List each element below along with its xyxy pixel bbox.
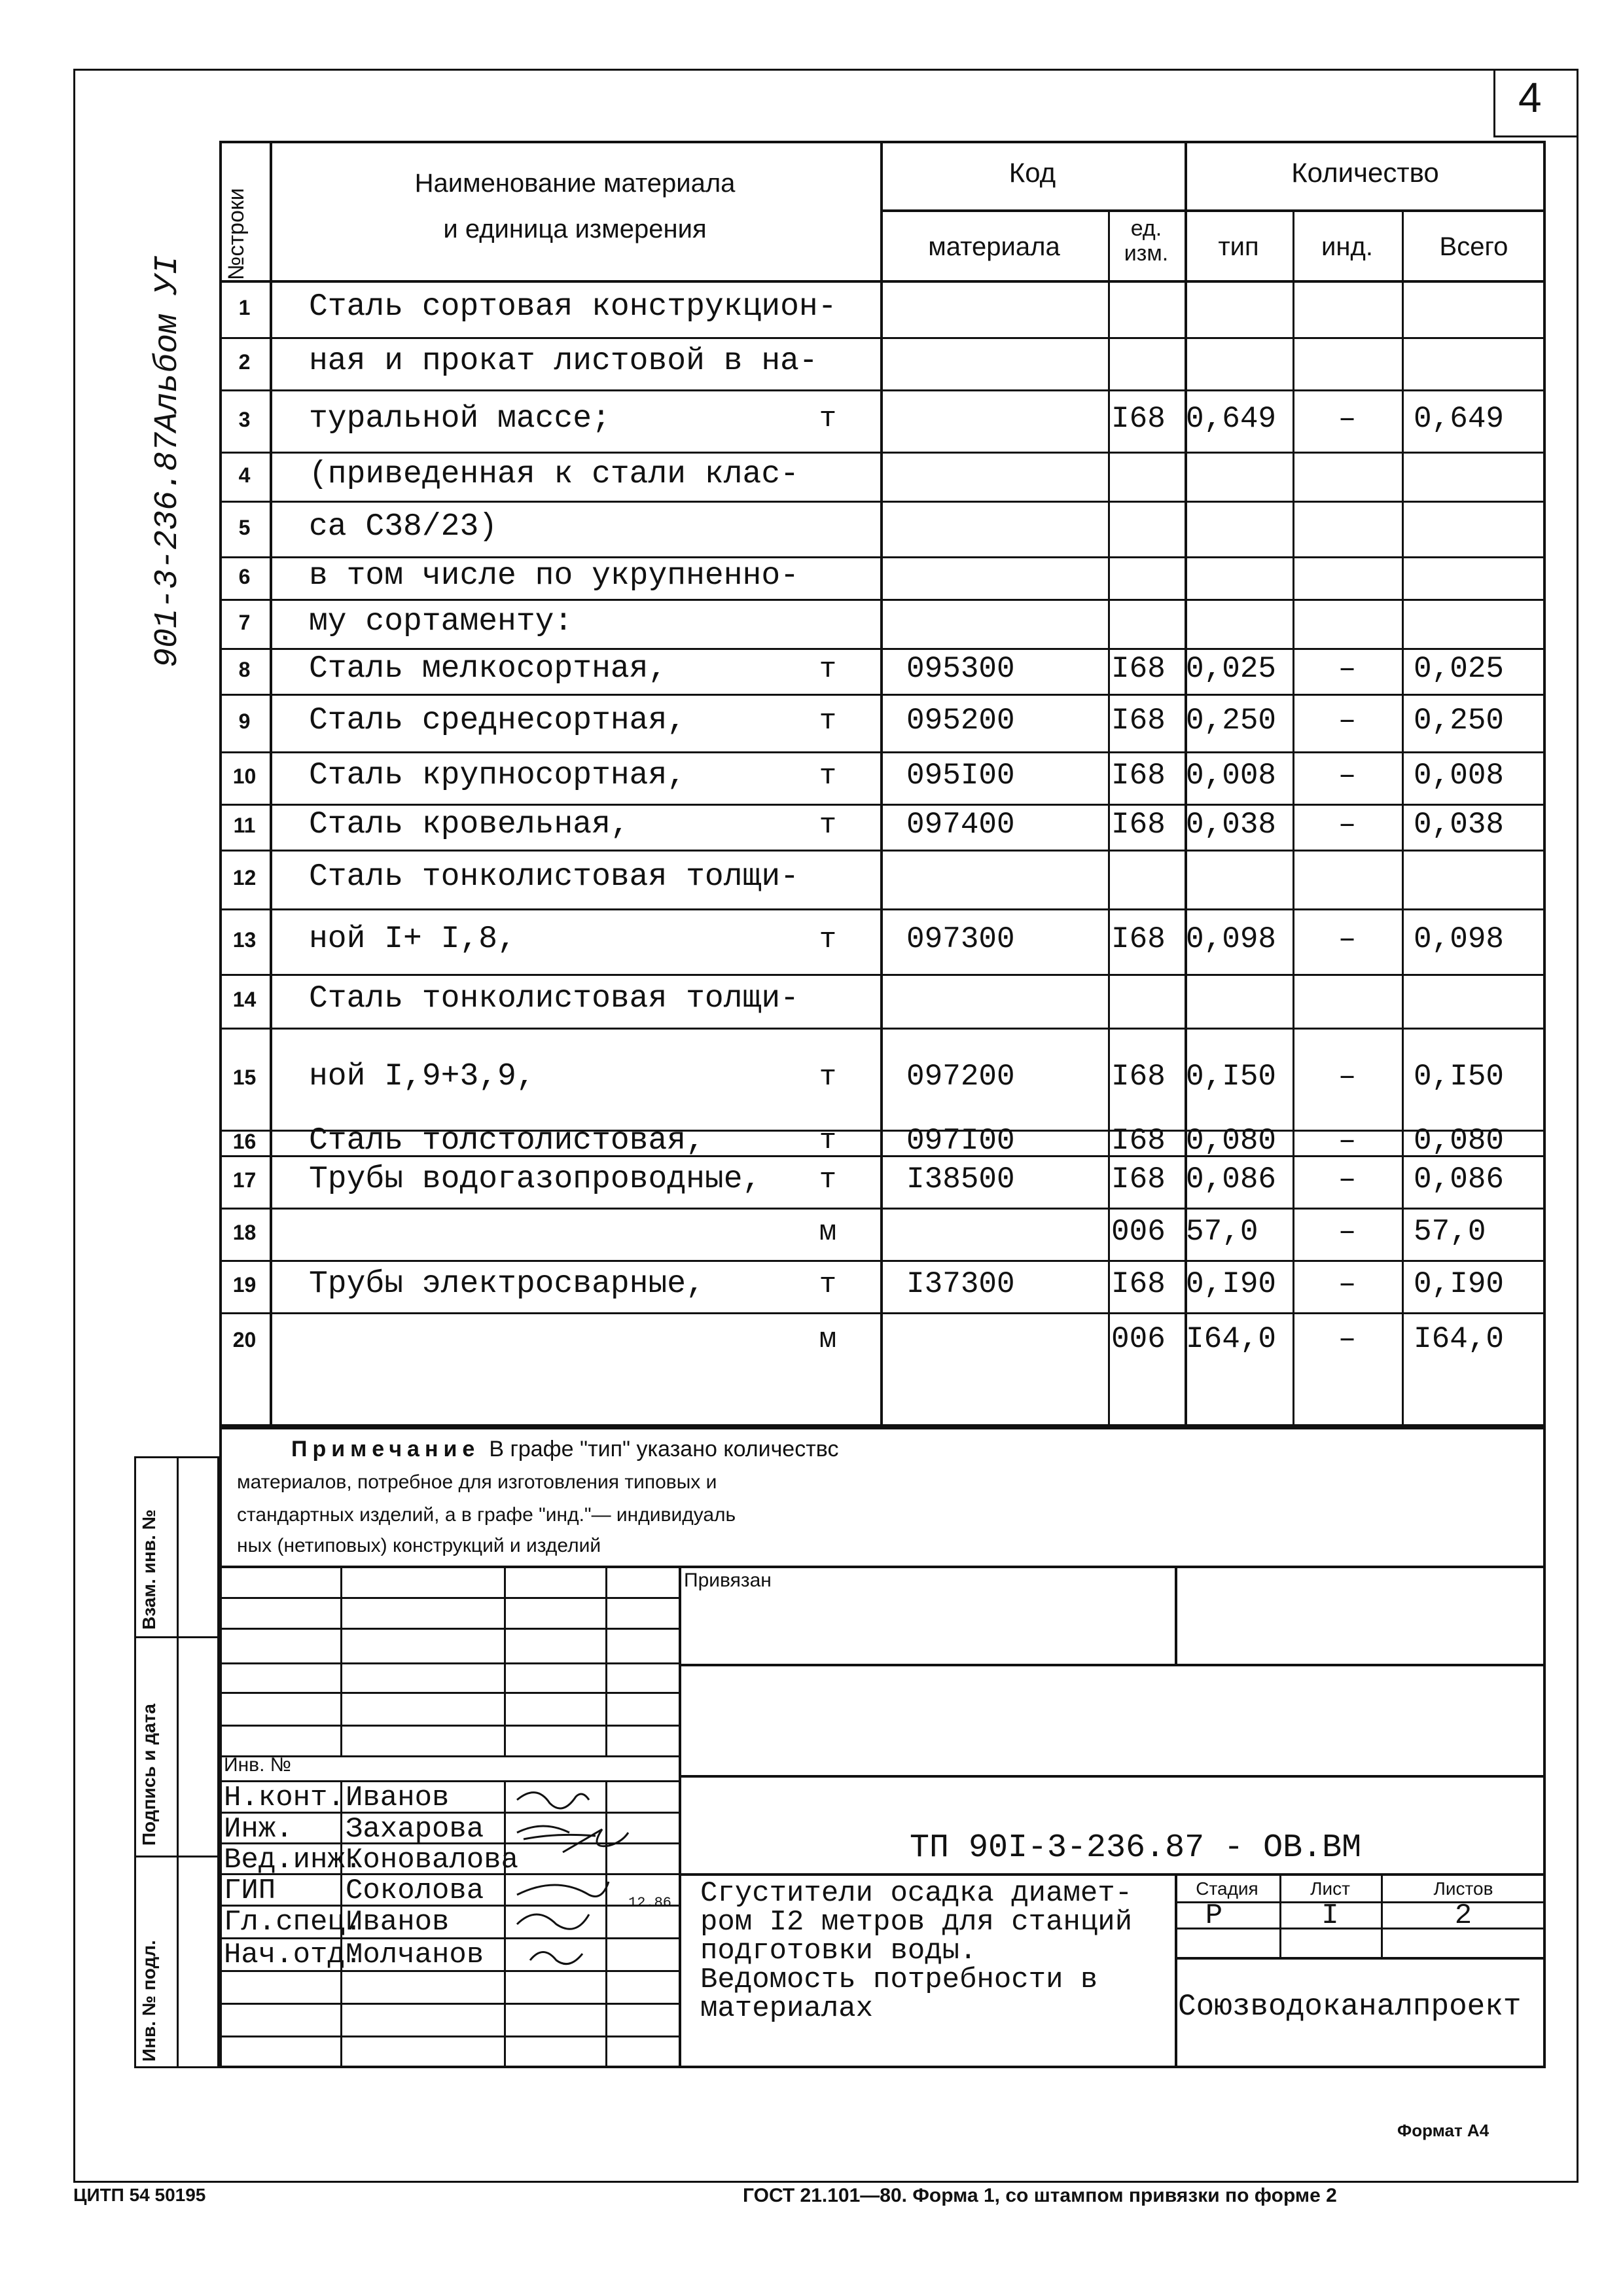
stamp-privyazan: Привязан — [684, 1570, 772, 1591]
cell-total: 0,086 — [1414, 1162, 1505, 1197]
cell-u: т — [819, 704, 837, 738]
cell-total: 0,038 — [1414, 808, 1505, 842]
cell-type: 0,098 — [1186, 922, 1277, 957]
album-code: 901-3-236.87 — [149, 431, 187, 668]
cell-n: 13 — [232, 928, 257, 952]
cell-unit: I68 — [1111, 1162, 1166, 1197]
cell-type: 0,086 — [1186, 1162, 1277, 1197]
title-line-1: Сгустители осадка диамет- — [700, 1877, 1133, 1910]
cell-n: 12 — [232, 866, 257, 890]
footer-format: Формат А4 — [1397, 2121, 1489, 2140]
cell-code: 097200 — [906, 1060, 1015, 1094]
person-role: Инж. — [224, 1813, 293, 1846]
cell-n: 19 — [232, 1273, 257, 1297]
cell-unit: 006 — [1111, 1215, 1166, 1249]
person-name: Иванов — [346, 1906, 450, 1939]
cell-type: 0,250 — [1186, 704, 1277, 738]
cell-name: Сталь тонколистовая толщи- — [309, 859, 799, 895]
cell-unit: I68 — [1111, 652, 1166, 687]
cell-n: 6 — [238, 564, 251, 588]
album-number: Альбом УI — [149, 255, 187, 432]
footer-gost: ГОСТ 21.101—80. Форма 1, со штампом привязки по форме 2 — [743, 2185, 1337, 2206]
note-line4: ных (нетиповых) конструкций и изделий — [237, 1535, 601, 1556]
cell-code: 095200 — [906, 704, 1015, 738]
cell-total: 0,250 — [1414, 704, 1505, 738]
cell-ind: – — [1338, 922, 1357, 957]
cell-ind: – — [1338, 1267, 1357, 1302]
cell-code: 095300 — [906, 652, 1015, 687]
cell-name: (приведенная к стали клас- — [309, 456, 799, 492]
cell-u: т — [819, 923, 837, 956]
cell-name: ная и прокат листовой в на- — [309, 344, 818, 380]
cell-name: в том числе по укрупненно- — [309, 558, 799, 594]
cell-unit: I68 — [1111, 704, 1166, 738]
cell-ind: – — [1338, 1322, 1357, 1357]
cell-total: 0,008 — [1414, 759, 1505, 793]
cell-name: туральной массе; — [309, 401, 611, 437]
cell-unit: I68 — [1111, 922, 1166, 957]
album-designation — [149, 255, 187, 668]
cell-code: 095I00 — [906, 759, 1015, 793]
strip-podpis: Подпись и дата — [139, 1704, 159, 1846]
cell-u: т — [819, 1060, 837, 1094]
sheet-label: Лист — [1310, 1878, 1350, 1899]
person-role: ГИП — [224, 1874, 276, 1907]
strip-inv-podl: Инв. № подл. — [139, 1940, 159, 2062]
cell-name: Трубы электросварные, — [309, 1266, 705, 1302]
cell-n: 17 — [232, 1168, 257, 1193]
cell-type: 0,008 — [1186, 759, 1277, 793]
stage-label: Стадия — [1196, 1878, 1258, 1899]
cell-name: ной I+ I,8, — [309, 922, 516, 958]
title-line-4: Ведомость потребности в — [700, 1964, 1098, 1996]
person-role: Н.конт. — [224, 1782, 345, 1814]
cell-n: 14 — [232, 988, 257, 1012]
header-total: Всего — [1439, 232, 1508, 261]
person-name: Молчанов — [346, 1939, 484, 1971]
cell-n: 7 — [238, 610, 251, 634]
cell-type: 0,I50 — [1186, 1060, 1277, 1094]
doc-code: ТП 90I-3-236.87 - ОВ.ВМ — [910, 1829, 1362, 1867]
cell-total: 57,0 — [1414, 1215, 1486, 1249]
cell-total: 0,I50 — [1414, 1060, 1505, 1094]
cell-code: 097400 — [906, 808, 1015, 842]
cell-n: 2 — [238, 350, 251, 374]
cell-ind: – — [1338, 1060, 1357, 1094]
cell-code: 097300 — [906, 922, 1015, 957]
strip-vzam: Взам. инв. № — [139, 1509, 159, 1630]
sheets-label: Листов — [1433, 1878, 1493, 1899]
cell-unit: I68 — [1111, 1060, 1166, 1094]
cell-name: Сталь толстолистовая, — [309, 1122, 705, 1158]
cell-unit: 006 — [1111, 1322, 1166, 1357]
cell-name: Трубы водогазопроводные, — [309, 1162, 762, 1198]
cell-u: т — [819, 403, 837, 436]
footer-print: ЦИТП 54 50195 — [73, 2185, 206, 2205]
cell-n: 16 — [232, 1129, 257, 1153]
cell-name: са С38/23) — [309, 509, 498, 545]
cell-n: 1 — [238, 295, 251, 319]
cell-u: т — [819, 808, 837, 842]
header-material: материала — [928, 232, 1060, 261]
cell-type: 0,649 — [1186, 401, 1277, 436]
cell-code: I37300 — [906, 1267, 1015, 1302]
cell-name: Сталь тонколистовая толщи- — [309, 981, 799, 1017]
signatures — [504, 1780, 700, 1977]
cell-type: 0,080 — [1186, 1123, 1277, 1158]
cell-total: 0,098 — [1414, 922, 1505, 957]
cell-ind: – — [1338, 652, 1357, 687]
header-name-line2: и единица измерения — [443, 215, 707, 243]
cell-code: I38500 — [906, 1162, 1015, 1197]
person-name: Захарова — [346, 1813, 484, 1846]
cell-ind: – — [1338, 808, 1357, 842]
header-row-no: №строки — [224, 188, 249, 280]
header-unit-2: изм. — [1124, 241, 1169, 266]
note-text-1: В графе "тип" указано количествс — [489, 1437, 839, 1462]
header-quantity: Количество — [1291, 157, 1439, 188]
cell-n: 10 — [232, 764, 257, 789]
note-line2: материалов, потребное для изготовления типовых и — [237, 1471, 717, 1493]
cell-ind: – — [1338, 401, 1357, 436]
cell-u: м — [819, 1323, 837, 1356]
cell-unit: I68 — [1111, 759, 1166, 793]
note-line3: стандартных изделий, а в графе "инд."— индивидуаль — [237, 1504, 736, 1526]
organization: Союзводоканалпроект — [1178, 1990, 1522, 2024]
cell-name: му сортаменту: — [309, 603, 573, 639]
header-unit-1: ед. — [1130, 216, 1162, 241]
cell-unit: I68 — [1111, 401, 1166, 436]
person-role: Гл.спец. — [224, 1906, 363, 1939]
cell-total: 0,025 — [1414, 652, 1505, 687]
cell-name: Сталь кровельная, — [309, 807, 630, 843]
header-type: тип — [1218, 232, 1259, 261]
cell-code: 097I00 — [906, 1123, 1015, 1158]
cell-n: 18 — [232, 1221, 257, 1245]
cell-n: 20 — [232, 1328, 257, 1352]
person-role: Вед.инж. — [224, 1844, 363, 1876]
cell-type: I64,0 — [1186, 1322, 1277, 1357]
person-name: Иванов — [346, 1782, 450, 1814]
person-role: Нач.отд. — [224, 1939, 363, 1971]
cell-unit: I68 — [1111, 1123, 1166, 1158]
title-line-3: подготовки воды. — [700, 1935, 977, 1967]
person-name: Коновалова — [346, 1844, 519, 1876]
cell-total: 0,080 — [1414, 1123, 1505, 1158]
cell-name: Сталь среднесортная, — [309, 703, 687, 739]
title-line-5: материалах — [700, 1992, 874, 2025]
header-name-line1: Наименование материала — [414, 169, 736, 198]
cell-ind: – — [1338, 1123, 1357, 1158]
cell-n: 5 — [238, 515, 251, 539]
cell-u: т — [819, 1124, 837, 1158]
title-line-2: ром I2 метров для станций — [700, 1906, 1133, 1939]
gip-date: 12.86 — [628, 1895, 672, 1911]
cell-u: т — [819, 653, 837, 686]
cell-u: т — [819, 1163, 837, 1196]
cell-type: 0,038 — [1186, 808, 1277, 842]
cell-unit: I68 — [1111, 808, 1166, 842]
stage-value: Р — [1205, 1899, 1223, 1932]
cell-n: 9 — [238, 709, 251, 734]
cell-n: 8 — [238, 658, 251, 682]
person-name: Соколова — [346, 1874, 484, 1907]
cell-type: 57,0 — [1186, 1215, 1258, 1249]
cell-name: Сталь сортовая конструкцион- — [309, 289, 837, 325]
cell-total: I64,0 — [1414, 1322, 1505, 1357]
header-ind: инд. — [1321, 232, 1373, 261]
cell-n: 15 — [232, 1066, 257, 1090]
stamp-inv-no: Инв. № — [224, 1754, 291, 1776]
cell-ind: – — [1338, 704, 1357, 738]
cell-name: Сталь крупносортная, — [309, 758, 687, 794]
cell-total: 0,649 — [1414, 401, 1505, 436]
header-code: Код — [1008, 157, 1056, 188]
cell-n: 11 — [233, 814, 256, 838]
cell-u: т — [819, 759, 837, 793]
cell-n: 4 — [238, 463, 251, 487]
cell-ind: – — [1338, 1215, 1357, 1249]
cell-type: 0,025 — [1186, 652, 1277, 687]
cell-unit: I68 — [1111, 1267, 1166, 1302]
cell-name: ной I,9+3,9, — [309, 1059, 535, 1095]
cell-n: 3 — [238, 407, 251, 431]
cell-type: 0,I90 — [1186, 1267, 1277, 1302]
cell-name: Сталь мелкосортная, — [309, 651, 668, 687]
sheets-value: 2 — [1454, 1899, 1472, 1932]
cell-ind: – — [1338, 759, 1357, 793]
cell-total: 0,I90 — [1414, 1267, 1505, 1302]
cell-u: м — [819, 1215, 837, 1249]
cell-ind: – — [1338, 1162, 1357, 1197]
sheet-number: 4 — [1518, 74, 1542, 121]
note-title: Примечание — [291, 1437, 480, 1462]
sheet-value: I — [1321, 1899, 1339, 1932]
cell-u: т — [819, 1268, 837, 1301]
